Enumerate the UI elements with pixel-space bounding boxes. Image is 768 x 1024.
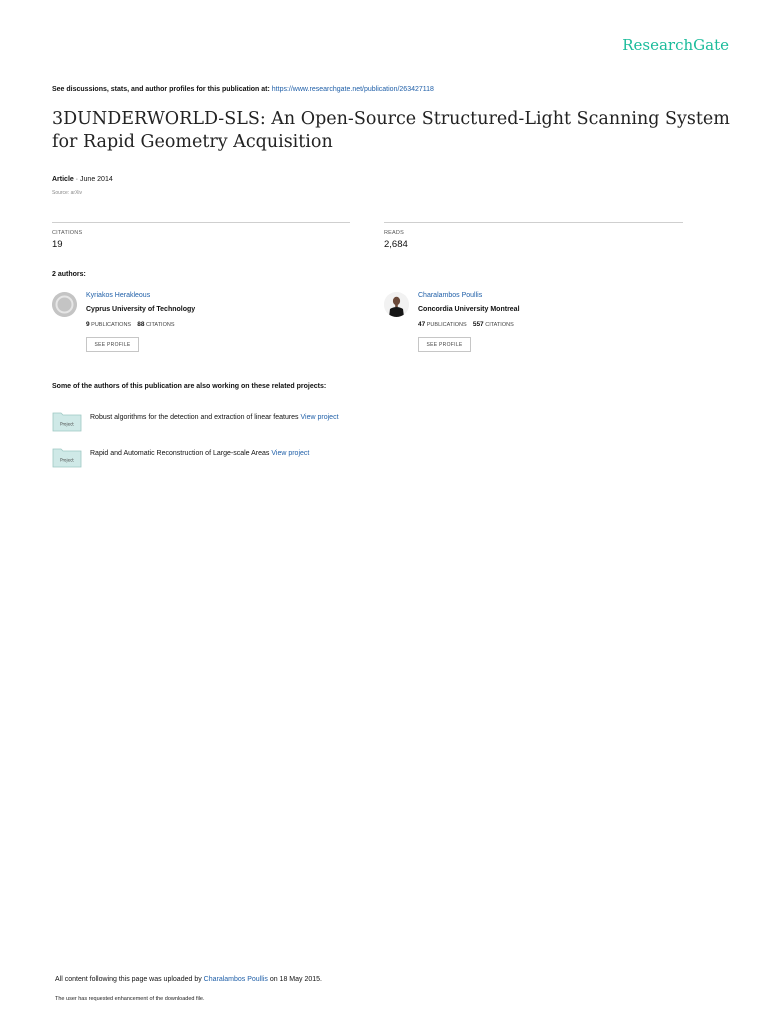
see-discussions-text: See discussions, stats, and author profiles for this publication at: bbox=[52, 86, 270, 93]
author-stats bbox=[418, 321, 514, 328]
project-folder-icon bbox=[52, 446, 82, 468]
publication-url-link[interactable]: https://www.researchgate.net/publication/263427118 bbox=[271, 86, 434, 93]
publication-date: June 2014 bbox=[80, 176, 113, 183]
author-stats bbox=[86, 321, 175, 328]
project-title: Robust algorithms for the detection and extraction of linear features bbox=[90, 414, 299, 421]
enhancement-note: The user has requested enhancement of the downloaded file. bbox=[55, 996, 205, 1002]
citations-value: 19 bbox=[52, 239, 63, 250]
publications-count: 47 bbox=[418, 321, 426, 328]
reads-label: READS bbox=[384, 230, 404, 236]
author-citations-count: 557 bbox=[472, 321, 484, 328]
see-profile-button[interactable]: SEE PROFILE bbox=[418, 337, 471, 352]
citations-label: CITATIONS bbox=[52, 230, 83, 236]
title-line-2: for Rapid Geometry Acquisition bbox=[52, 132, 333, 152]
uploader-link[interactable]: Charalambos Poullis bbox=[203, 976, 268, 983]
see-profile-button[interactable]: SEE PROFILE bbox=[86, 337, 139, 352]
reads-value: 2,684 bbox=[384, 239, 408, 250]
publications-label: PUBLICATIONS bbox=[426, 322, 467, 328]
author-citations-label: CITATIONS bbox=[485, 322, 514, 328]
avatar-placeholder-icon[interactable] bbox=[52, 292, 77, 317]
view-project-link[interactable]: View project bbox=[300, 414, 339, 421]
publications-count: 9 bbox=[86, 321, 90, 328]
project-icon-label: Project bbox=[60, 421, 74, 427]
publication-type: Article bbox=[52, 176, 74, 183]
upload-date: on 18 May 2015. bbox=[269, 976, 322, 983]
author-photo-icon[interactable] bbox=[384, 292, 409, 317]
author-citations-label: CITATIONS bbox=[145, 322, 175, 328]
publication-meta bbox=[52, 176, 113, 183]
project-icon-label: Project bbox=[60, 457, 74, 463]
upload-notice bbox=[55, 976, 322, 983]
publication-source: Source: arXiv bbox=[52, 190, 83, 196]
project-item bbox=[52, 410, 652, 432]
author-name-link[interactable]: Charalambos Poullis bbox=[418, 292, 483, 299]
researchgate-logo[interactable]: ResearchGate bbox=[622, 36, 729, 54]
author-name-link[interactable]: Kyriakos Herakleous bbox=[86, 292, 151, 299]
meta-separator: · bbox=[73, 176, 81, 183]
view-project-link[interactable]: View project bbox=[271, 450, 310, 457]
authors-heading: 2 authors: bbox=[52, 271, 86, 278]
author-citations-count: 88 bbox=[137, 321, 145, 328]
reads-divider bbox=[384, 222, 683, 223]
related-projects-heading: Some of the authors of this publication are also working on these related projects: bbox=[52, 383, 327, 390]
project-folder-icon bbox=[52, 410, 82, 432]
see-discussions-line bbox=[52, 86, 434, 93]
author-card-2 bbox=[384, 292, 664, 356]
author-institution: Cyprus University of Technology bbox=[86, 306, 196, 313]
author-institution: Concordia University Montreal bbox=[418, 306, 520, 313]
project-item bbox=[52, 446, 652, 468]
citations-divider bbox=[52, 222, 350, 223]
author-card-1 bbox=[52, 292, 332, 356]
project-description bbox=[90, 450, 309, 457]
title-line-1: 3DUNDERWORLD-SLS: An Open-Source Structured-Light Scanning System bbox=[52, 109, 730, 129]
publications-label: PUBLICATIONS bbox=[91, 322, 132, 328]
project-title: Rapid and Automatic Reconstruction of Large-scale Areas bbox=[90, 450, 270, 457]
upload-prefix: All content following this page was uploaded by bbox=[55, 976, 202, 983]
publication-title bbox=[52, 108, 732, 154]
project-description bbox=[90, 414, 339, 421]
